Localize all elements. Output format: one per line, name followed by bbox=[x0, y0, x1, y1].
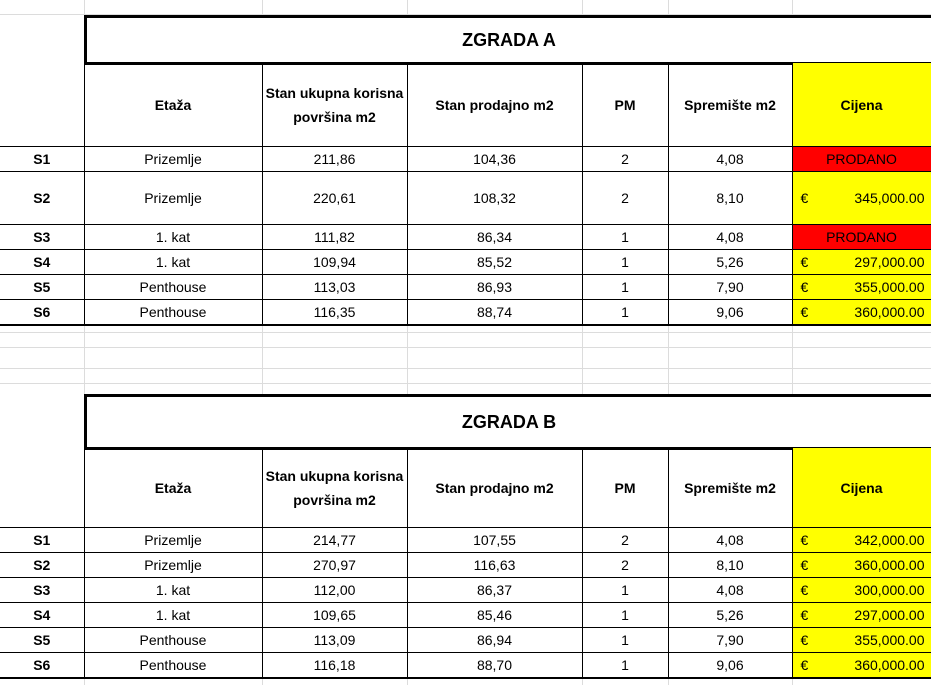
table-row bbox=[0, 250, 931, 275]
cell-prodajno[interactable]: 88,74 bbox=[407, 300, 582, 325]
cell-cijena[interactable] bbox=[792, 172, 931, 225]
cell-ukupna-povrsina[interactable]: 109,65 bbox=[262, 603, 407, 628]
row-label[interactable]: S2 bbox=[0, 553, 84, 578]
cell-pm[interactable]: 1 bbox=[582, 250, 668, 275]
header-ukupna-povrsina[interactable]: Stan ukupna korisna površina m2 bbox=[262, 448, 407, 528]
cell-prodajno[interactable]: 86,94 bbox=[407, 628, 582, 653]
cell-pm[interactable]: 2 bbox=[582, 553, 668, 578]
table-row bbox=[0, 528, 931, 553]
price-amount: 300,000.00 bbox=[854, 582, 925, 598]
currency-symbol: € bbox=[800, 582, 809, 598]
cell-pm[interactable]: 2 bbox=[582, 528, 668, 553]
currency-symbol: € bbox=[800, 632, 809, 648]
cell-pm[interactable]: 1 bbox=[582, 225, 668, 250]
price-amount: 297,000.00 bbox=[854, 254, 925, 270]
row-label[interactable]: S4 bbox=[0, 603, 84, 628]
header-prodajno[interactable]: Stan prodajno m2 bbox=[407, 448, 582, 528]
cell-spremiste[interactable]: 9,06 bbox=[668, 653, 792, 678]
cell-cijena[interactable] bbox=[792, 553, 931, 578]
currency-symbol: € bbox=[800, 656, 809, 673]
price-amount: 360,000.00 bbox=[854, 656, 925, 673]
cell-prodajno[interactable]: 86,93 bbox=[407, 275, 582, 300]
row-label[interactable]: S6 bbox=[0, 300, 84, 325]
cell-cijena[interactable] bbox=[792, 250, 931, 275]
price-value bbox=[793, 532, 931, 548]
cell-etaza[interactable]: Penthouse bbox=[84, 275, 262, 300]
currency-symbol: € bbox=[800, 303, 809, 320]
cell-etaza[interactable]: Penthouse bbox=[84, 653, 262, 678]
cell-cijena[interactable] bbox=[792, 275, 931, 300]
price-value bbox=[793, 254, 931, 270]
header-etaza[interactable]: Etaža bbox=[84, 448, 262, 528]
table-row bbox=[0, 628, 931, 653]
cell-spremiste[interactable]: 9,06 bbox=[668, 300, 792, 325]
building-a-title[interactable]: ZGRADA A bbox=[84, 15, 931, 65]
price-value bbox=[793, 582, 931, 598]
header-ukupna-povrsina[interactable]: Stan ukupna korisna površina m2 bbox=[262, 63, 407, 147]
row-label[interactable]: S2 bbox=[0, 172, 84, 225]
cell-ukupna-povrsina[interactable]: 111,82 bbox=[262, 225, 407, 250]
header-etaza[interactable]: Etaža bbox=[84, 63, 262, 147]
currency-symbol: € bbox=[800, 279, 809, 295]
price-value bbox=[793, 657, 931, 673]
price-amount: 355,000.00 bbox=[854, 632, 925, 648]
table-row bbox=[0, 553, 931, 578]
cell-cijena[interactable]: PRODANO bbox=[792, 225, 931, 250]
row-label[interactable]: S1 bbox=[0, 147, 84, 172]
price-amount: 355,000.00 bbox=[854, 279, 925, 295]
cell-ukupna-povrsina[interactable]: 113,09 bbox=[262, 628, 407, 653]
cell-pm[interactable]: 2 bbox=[582, 147, 668, 172]
currency-symbol: € bbox=[800, 532, 809, 548]
cell-cijena[interactable] bbox=[792, 653, 931, 678]
row-label[interactable]: S6 bbox=[0, 653, 84, 678]
cell-cijena[interactable]: PRODANO bbox=[792, 147, 931, 172]
cell-etaza[interactable]: 1. kat bbox=[84, 250, 262, 275]
price-value bbox=[793, 279, 931, 295]
header-spremiste[interactable]: Spremište m2 bbox=[668, 448, 792, 528]
cell-ukupna-povrsina[interactable]: 211,86 bbox=[262, 147, 407, 172]
table-row bbox=[0, 147, 931, 172]
cell-etaza[interactable]: Prizemlje bbox=[84, 147, 262, 172]
cell-ukupna-povrsina[interactable]: 220,61 bbox=[262, 172, 407, 225]
currency-symbol: € bbox=[800, 254, 809, 270]
cell-prodajno[interactable]: 85,46 bbox=[407, 603, 582, 628]
cell-spremiste[interactable]: 4,08 bbox=[668, 528, 792, 553]
cell-etaza[interactable]: 1. kat bbox=[84, 578, 262, 603]
header-row bbox=[0, 448, 931, 528]
cell-spremiste[interactable]: 5,26 bbox=[668, 250, 792, 275]
row-label[interactable]: S3 bbox=[0, 225, 84, 250]
table-row bbox=[0, 300, 931, 325]
header-row bbox=[0, 63, 931, 147]
row-label[interactable]: S1 bbox=[0, 528, 84, 553]
header-cijena[interactable]: Cijena bbox=[792, 448, 931, 528]
cell-prodajno[interactable]: 86,34 bbox=[407, 225, 582, 250]
cell-etaza[interactable]: Prizemlje bbox=[84, 553, 262, 578]
price-amount: 360,000.00 bbox=[854, 303, 925, 320]
table-row bbox=[0, 578, 931, 603]
cell-pm[interactable]: 1 bbox=[582, 275, 668, 300]
currency-symbol: € bbox=[800, 190, 809, 206]
cell-spremiste[interactable]: 7,90 bbox=[668, 628, 792, 653]
table-row bbox=[0, 653, 931, 678]
price-amount: 297,000.00 bbox=[854, 607, 925, 623]
cell-etaza[interactable]: Penthouse bbox=[84, 628, 262, 653]
price-value bbox=[793, 632, 931, 648]
table-row bbox=[0, 275, 931, 300]
cell-ukupna-povrsina[interactable]: 113,03 bbox=[262, 275, 407, 300]
price-amount: 345,000.00 bbox=[854, 190, 925, 206]
cell-etaza[interactable]: Prizemlje bbox=[84, 172, 262, 225]
cell-spremiste[interactable]: 8,10 bbox=[668, 172, 792, 225]
cell-pm[interactable]: 1 bbox=[582, 628, 668, 653]
price-amount: 342,000.00 bbox=[854, 532, 925, 548]
cell-ukupna-povrsina[interactable]: 214,77 bbox=[262, 528, 407, 553]
cell-cijena[interactable] bbox=[792, 578, 931, 603]
cell-pm[interactable]: 2 bbox=[582, 172, 668, 225]
cell-spremiste[interactable]: 8,10 bbox=[668, 553, 792, 578]
cell-cijena[interactable] bbox=[792, 300, 931, 325]
header-spremiste[interactable]: Spremište m2 bbox=[668, 63, 792, 147]
cell-spremiste[interactable]: 4,08 bbox=[668, 225, 792, 250]
header-pm[interactable]: PM bbox=[582, 63, 668, 147]
row-label[interactable]: S5 bbox=[0, 628, 84, 653]
price-value bbox=[793, 557, 931, 573]
cell-spremiste[interactable]: 7,90 bbox=[668, 275, 792, 300]
cell-prodajno[interactable]: 86,37 bbox=[407, 578, 582, 603]
cell-etaza[interactable]: 1. kat bbox=[84, 603, 262, 628]
cell-spremiste[interactable]: 4,08 bbox=[668, 578, 792, 603]
cell-etaza[interactable]: Prizemlje bbox=[84, 528, 262, 553]
cell-ukupna-povrsina[interactable]: 112,00 bbox=[262, 578, 407, 603]
cell-cijena[interactable] bbox=[792, 628, 931, 653]
header-pm[interactable]: PM bbox=[582, 448, 668, 528]
cell-etaza[interactable]: Penthouse bbox=[84, 300, 262, 325]
header-prodajno[interactable]: Stan prodajno m2 bbox=[407, 63, 582, 147]
cell-ukupna-povrsina[interactable]: 270,97 bbox=[262, 553, 407, 578]
building-b-title[interactable]: ZGRADA B bbox=[84, 394, 931, 450]
table-row bbox=[0, 603, 931, 628]
cell-ukupna-povrsina[interactable]: 116,18 bbox=[262, 653, 407, 678]
cell-prodajno[interactable]: 85,52 bbox=[407, 250, 582, 275]
cell-spremiste[interactable]: 5,26 bbox=[668, 603, 792, 628]
cell-prodajno[interactable]: 107,55 bbox=[407, 528, 582, 553]
table-row bbox=[0, 225, 931, 250]
cell-cijena[interactable] bbox=[792, 528, 931, 553]
cell-cijena[interactable] bbox=[792, 603, 931, 628]
cell-prodajno[interactable]: 88,70 bbox=[407, 653, 582, 678]
cell-prodajno[interactable]: 104,36 bbox=[407, 147, 582, 172]
cell-spremiste[interactable]: 4,08 bbox=[668, 147, 792, 172]
cell-pm[interactable]: 1 bbox=[582, 578, 668, 603]
cell-ukupna-povrsina[interactable]: 116,35 bbox=[262, 300, 407, 325]
table-row bbox=[0, 172, 931, 225]
currency-symbol: € bbox=[800, 557, 809, 573]
price-value bbox=[793, 607, 931, 623]
price-value bbox=[793, 190, 931, 206]
row-label-header[interactable] bbox=[0, 448, 84, 528]
header-cijena[interactable]: Cijena bbox=[792, 63, 931, 147]
price-value bbox=[793, 304, 931, 320]
building-b-table bbox=[0, 447, 931, 679]
cell-prodajno[interactable]: 108,32 bbox=[407, 172, 582, 225]
cell-pm[interactable]: 1 bbox=[582, 300, 668, 325]
row-label[interactable]: S5 bbox=[0, 275, 84, 300]
currency-symbol: € bbox=[800, 607, 809, 623]
cell-ukupna-povrsina[interactable]: 109,94 bbox=[262, 250, 407, 275]
cell-pm[interactable]: 1 bbox=[582, 603, 668, 628]
cell-pm[interactable]: 1 bbox=[582, 653, 668, 678]
row-label[interactable]: S4 bbox=[0, 250, 84, 275]
row-label-header[interactable] bbox=[0, 63, 84, 147]
building-a-table bbox=[0, 62, 931, 326]
price-amount: 360,000.00 bbox=[854, 557, 925, 573]
cell-etaza[interactable]: 1. kat bbox=[84, 225, 262, 250]
cell-prodajno[interactable]: 116,63 bbox=[407, 553, 582, 578]
row-label[interactable]: S3 bbox=[0, 578, 84, 603]
